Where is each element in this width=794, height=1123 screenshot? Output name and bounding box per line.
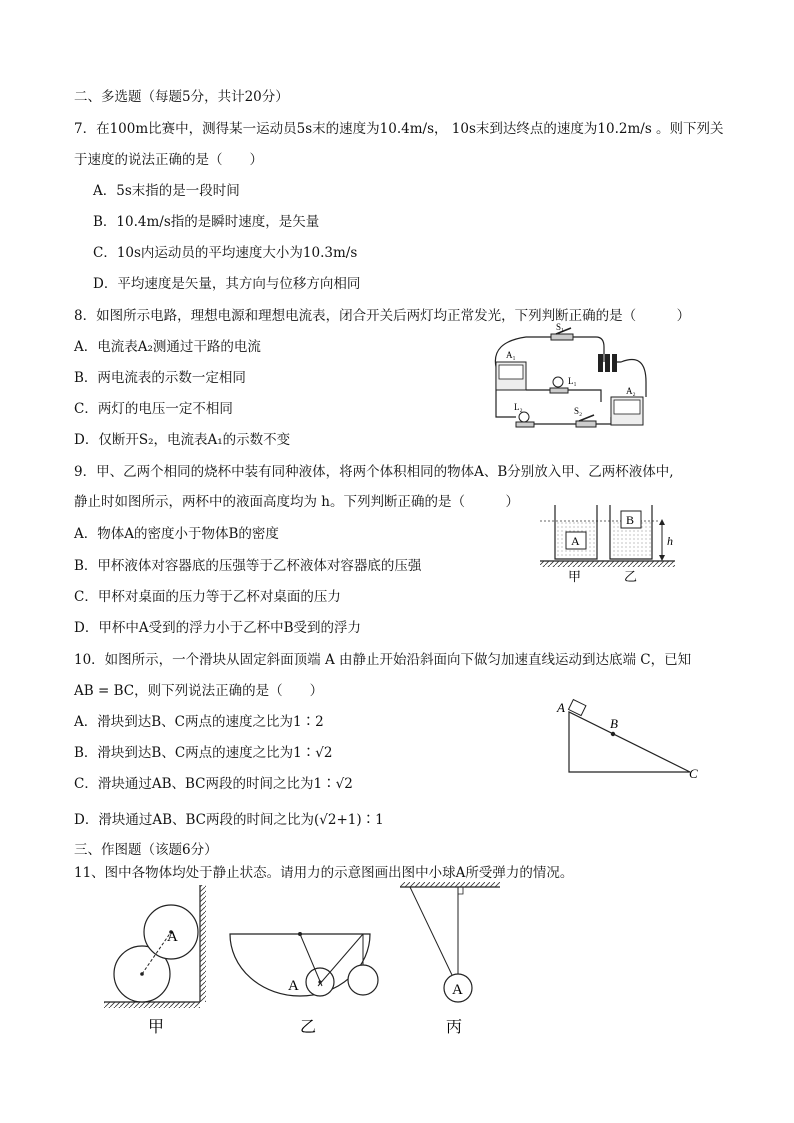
label-a: A [557,700,565,715]
q7-option-b: B．10.4m/s指的是瞬时速度，是矢量 [93,214,320,230]
label-b: B [610,716,618,731]
q8-option-b: B．两电流表的示数一定相同 [74,370,246,386]
q10-option-d: D．滑块通过AB、BC两段的时间之比为(√2+1)∶1 [74,812,384,828]
label-cup2: 乙 [624,569,638,584]
label-a2: A₂ [626,386,636,396]
label-h: h [667,534,673,548]
q9-option-b: B．甲杯液体对容器底的压强等于乙杯液体对容器底的压强 [74,558,422,574]
label-l2: L₂ [514,402,523,412]
caption-bing: 丙 [446,1019,463,1036]
q7-option-c: C．10s内运动员的平均速度大小为10.3m/s [93,245,358,261]
q8-option-a: A．电流表A₂测通过干路的电流 [74,339,261,355]
q9-stem-line2: 静止时如图所示，两杯中的液面高度均为 h。下列判断正确的是（ ） [74,494,519,510]
q9-stem-line1: 9．甲、乙两个相同的烧杯中装有同种液体，将两个体积相同的物体A、B分别放入甲、乙两杯液体中, [74,464,674,480]
q7-stem-line1: 7．在100m比赛中，测得某一运动员5s末的速度为10.4m/s， 10s末到达终点的速度为10.2m/s 。则下列关 [74,121,724,137]
caption-jia: 甲 [148,1019,165,1036]
q11-figures [100,882,520,1042]
q11-stem: 11、图中各物体均处于静止状态。请用力的示意图画出图中小球A所受弹力的情况。 [74,865,574,881]
q10-option-c: C．滑块通过AB、BC两段的时间之比为1∶√2 [74,776,353,792]
q8-option-c: C．两灯的电压一定不相同 [74,401,233,417]
q7-option-d: D．平均速度是矢量，其方向与位移方向相同 [93,276,361,292]
section-title-drawing: 三、作图题（该题6分） [74,842,218,858]
q8-stem: 8．如图所示电路，理想电源和理想电流表，闭合开关后两灯均正常发光，下列判断正确的是（ ） [74,308,691,324]
label-c: C [689,766,698,781]
figure-jia [104,885,206,1036]
q10-slope-figure [555,698,705,783]
label-cup1: 甲 [568,569,582,584]
label-a: A [571,534,580,548]
figure-bing [400,882,500,1036]
caption-yi: 乙 [300,1019,317,1036]
q9-option-d: D．甲杯中A受到的浮力小于乙杯中B受到的浮力 [74,620,361,636]
q10-stem-line2: AB = BC，则下列说法正确的是（ ） [74,683,324,699]
ball-label-jia: A [167,929,178,945]
ball-label-yi: A [288,978,299,994]
q8-circuit-figure [486,322,661,444]
q7-stem-line2: 于速度的说法正确的是（ ） [74,152,263,168]
label-s2: S₂ [574,406,583,416]
label-b: B [626,513,635,527]
figure-yi [230,932,378,1036]
q10-option-a: A．滑块到达B、C两点的速度之比为1∶2 [74,714,324,730]
q10-option-b: B．滑块到达B、C两点的速度之比为1∶√2 [74,745,333,761]
label-s1: S₁ [556,322,565,332]
ball-label-bing: A [452,982,463,998]
q7-option-a: A．5s末指的是一段时间 [93,183,240,199]
q8-option-d: D．仅断开S₂，电流表A₁的示数不变 [74,432,291,448]
label-a1: A₁ [506,350,516,360]
q9-cups-figure [540,505,690,585]
q9-option-c: C．甲杯对桌面的压力等于乙杯对桌面的压力 [74,589,341,605]
label-l1: L₁ [568,376,577,386]
section-title-multiple-choice: 二、多选题（每题5分，共计20分） [74,89,289,105]
q10-stem-line1: 10．如图所示，一个滑块从固定斜面顶端 A 由静止开始沿斜面向下做匀加速直线运动到达底端 C，已知 [74,652,692,668]
q9-option-a: A．物体A的密度小于物体B的密度 [74,526,279,542]
